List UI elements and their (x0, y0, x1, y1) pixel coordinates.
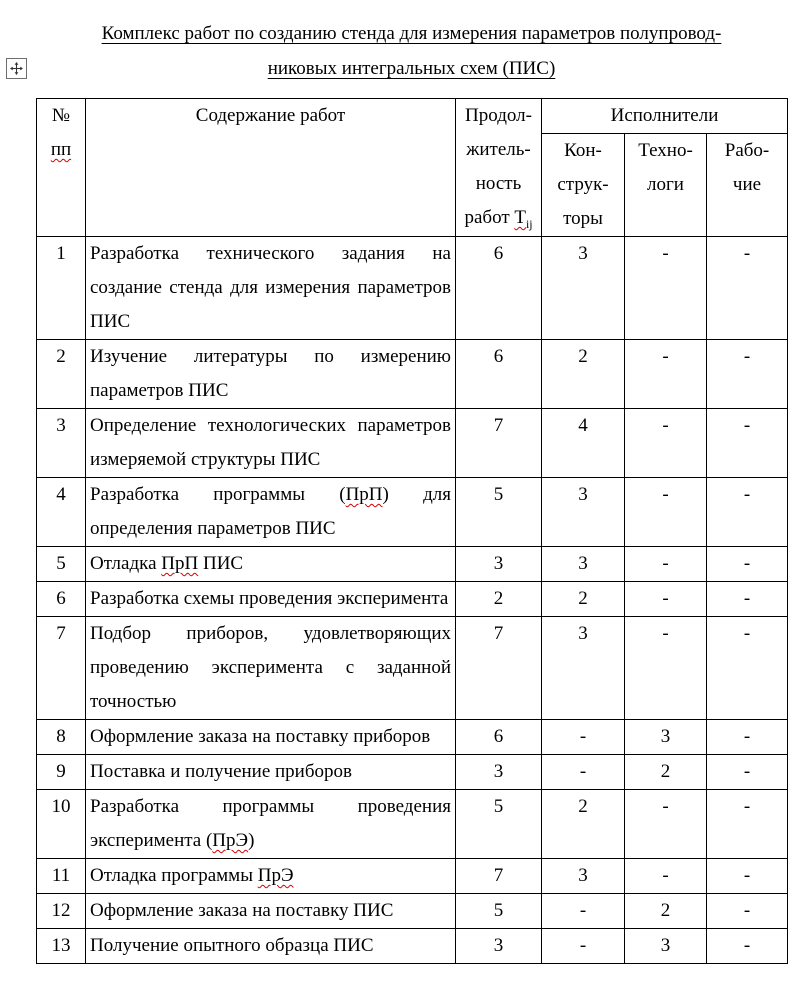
workers-value: - (707, 237, 788, 340)
work-content: Получение опытного образца ПИС (86, 929, 456, 964)
table-row (37, 617, 788, 720)
workers-value: - (707, 409, 788, 478)
technologists-value: 3 (625, 720, 707, 755)
duration-value: 7 (456, 617, 542, 720)
technologists-value: - (625, 859, 707, 894)
column-header-workers: Рабо- чие (707, 134, 788, 237)
work-content: Разработка схемы проведения эксперимента (86, 582, 456, 617)
constructors-value: 3 (542, 859, 625, 894)
work-content: Поставка и получение приборов (86, 755, 456, 790)
table-body (37, 237, 788, 964)
table-row (37, 582, 788, 617)
table-row (37, 340, 788, 409)
table-row (37, 894, 788, 929)
work-content: Разработка программы проведения эксперимента (ПрЭ) (86, 790, 456, 859)
duration-value: 3 (456, 547, 542, 582)
duration-value: 7 (456, 859, 542, 894)
number-header-line2: пп (50, 139, 72, 160)
document-title (36, 16, 787, 86)
row-number: 6 (37, 582, 86, 617)
work-content: Определение технологических параметров измеряемой структуры ПИС (86, 409, 456, 478)
technologists-value: - (625, 478, 707, 547)
title-line-2: никовых интегральных схем (ПИС) (267, 58, 556, 79)
table-header (37, 99, 788, 237)
duration-value: 6 (456, 720, 542, 755)
duration-value: 2 (456, 582, 542, 617)
row-number: 3 (37, 409, 86, 478)
work-content: Оформление заказа на поставку приборов (86, 720, 456, 755)
column-header-content: Содержание работ (86, 99, 456, 237)
duration-t-symbol: $Т_{ij}$ (514, 207, 533, 231)
column-header-executors: Исполнители (542, 99, 788, 134)
duration-value: 5 (456, 790, 542, 859)
duration-value: 3 (456, 755, 542, 790)
technologists-value: 3 (625, 929, 707, 964)
workers-value: - (707, 478, 788, 547)
constructors-value: - (542, 894, 625, 929)
table-row (37, 790, 788, 859)
constructors-value: 3 (542, 617, 625, 720)
row-number: 12 (37, 894, 86, 929)
duration-value: 3 (456, 929, 542, 964)
constructors-value: 2 (542, 340, 625, 409)
technologists-value: - (625, 790, 707, 859)
duration-value: 5 (456, 894, 542, 929)
workers-value: - (707, 547, 788, 582)
technologists-value: 2 (625, 894, 707, 929)
row-number: 4 (37, 478, 86, 547)
table-row (37, 478, 788, 547)
table-row (37, 859, 788, 894)
workers-value: - (707, 340, 788, 409)
workers-value: - (707, 929, 788, 964)
constructors-value: - (542, 929, 625, 964)
column-header-number (37, 99, 86, 237)
duration-header-word: работ (464, 207, 510, 228)
technologists-value: - (625, 409, 707, 478)
workers-value: - (707, 755, 788, 790)
work-content: Оформление заказа на поставку ПИС (86, 894, 456, 929)
header-row-top (37, 99, 788, 134)
constructors-value: 3 (542, 478, 625, 547)
row-number: 2 (37, 340, 86, 409)
table-row (37, 720, 788, 755)
table-row (37, 755, 788, 790)
works-table (36, 98, 788, 964)
workers-value: - (707, 720, 788, 755)
row-number: 11 (37, 859, 86, 894)
workers-value: - (707, 582, 788, 617)
table-move-handle[interactable] (6, 58, 27, 79)
duration-value: 7 (456, 409, 542, 478)
workers-value: - (707, 617, 788, 720)
technologists-value: - (625, 582, 707, 617)
work-content: Отладка программы ПрЭ (86, 859, 456, 894)
workers-value: - (707, 894, 788, 929)
column-header-duration (456, 99, 542, 237)
constructors-value: 3 (542, 237, 625, 340)
duration-value: 6 (456, 340, 542, 409)
constructors-value: 4 (542, 409, 625, 478)
work-content: Разработка программы (ПрП) для определения параметров ПИС (86, 478, 456, 547)
duration-value: 6 (456, 237, 542, 340)
work-content: Разработка технического задания на создание стенда для измерения параметров ПИС (86, 237, 456, 340)
technologists-value: - (625, 340, 707, 409)
work-content: Подбор приборов, удовлетворяющих проведению эксперимента с заданной точностью (86, 617, 456, 720)
technologists-value: - (625, 547, 707, 582)
row-number: 8 (37, 720, 86, 755)
row-number: 1 (37, 237, 86, 340)
work-content: Отладка ПрП ПИС (86, 547, 456, 582)
move-arrows-icon (10, 62, 23, 75)
technologists-value: - (625, 237, 707, 340)
constructors-value: 3 (542, 547, 625, 582)
table-row (37, 237, 788, 340)
constructors-value: - (542, 755, 625, 790)
table-row (37, 929, 788, 964)
row-number: 5 (37, 547, 86, 582)
workers-value: - (707, 790, 788, 859)
workers-value: - (707, 859, 788, 894)
technologists-value: 2 (625, 755, 707, 790)
row-number: 10 (37, 790, 86, 859)
work-content: Изучение литературы по измерению параметров ПИС (86, 340, 456, 409)
number-header-line1: № (51, 105, 71, 126)
column-header-constructors: Кон- струк- торы (542, 134, 625, 237)
duration-value: 5 (456, 478, 542, 547)
column-header-technologists: Техно- логи (625, 134, 707, 237)
row-number: 9 (37, 755, 86, 790)
technologists-value: - (625, 617, 707, 720)
row-number: 13 (37, 929, 86, 964)
constructors-value: 2 (542, 582, 625, 617)
table-row (37, 547, 788, 582)
constructors-value: - (542, 720, 625, 755)
duration-header-lines: Продол- житель- ность (465, 105, 532, 194)
constructors-value: 2 (542, 790, 625, 859)
table-row (37, 409, 788, 478)
row-number: 7 (37, 617, 86, 720)
title-line-1: Комплекс работ по созданию стенда для измерения параметров полупровод- (101, 23, 722, 44)
